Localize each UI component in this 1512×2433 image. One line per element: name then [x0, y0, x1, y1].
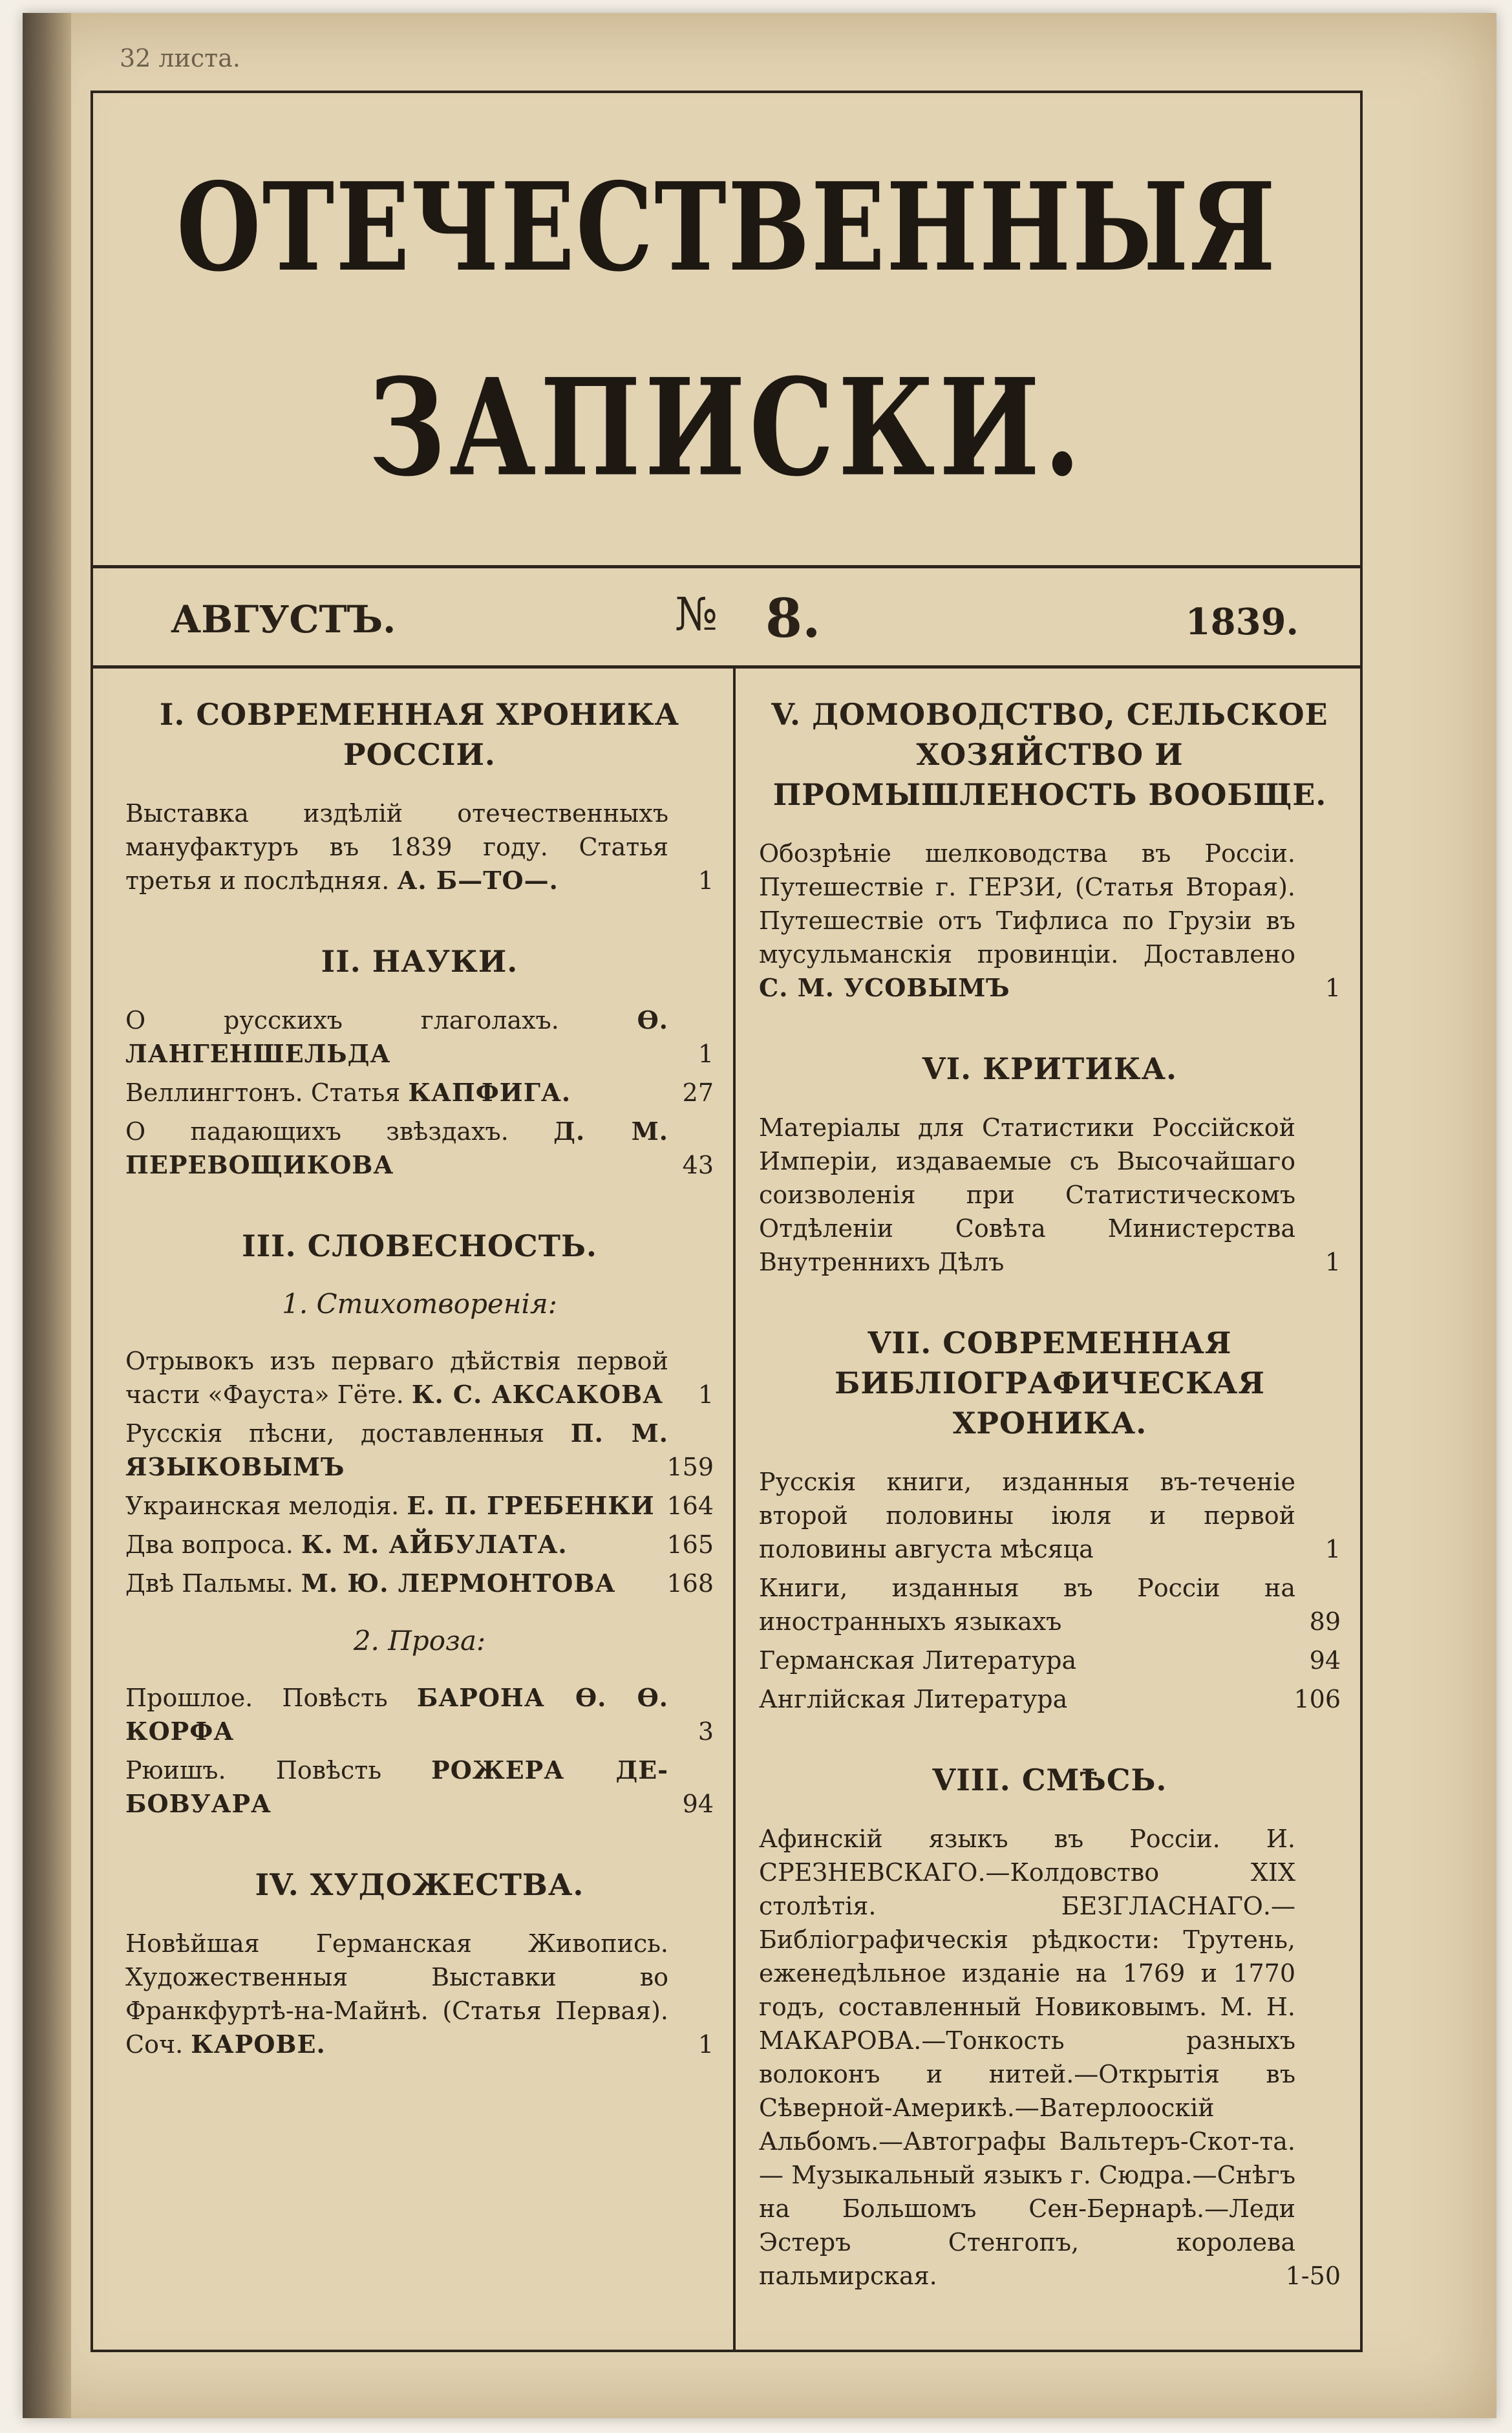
column-divider	[733, 669, 736, 2350]
section-spacer	[759, 1010, 1341, 1049]
entry-author: БАРОНА Ѳ. Ѳ. КОРФА	[125, 1683, 668, 1746]
section-heading: II. НАУКИ.	[321, 944, 518, 979]
section-spacer	[125, 903, 714, 941]
entry-page: 168	[666, 1569, 714, 1598]
toc-entry	[125, 1927, 714, 2061]
entry-author: Е. П. ГРЕБЕНКИ	[407, 1491, 655, 1520]
sheet-count-note: 32 листа.	[120, 44, 240, 72]
entry-title: Германская Литература	[759, 1646, 1077, 1675]
entry-title: Украинская мелодія.	[125, 1492, 407, 1520]
entry-title: Рюишъ. Повѣсть	[125, 1756, 432, 1785]
entry-page: 1	[1325, 1248, 1341, 1276]
entry-author: КАРОВЕ.	[191, 2030, 326, 2059]
issue-number-label: №	[675, 588, 718, 641]
section-spacer	[125, 1187, 714, 1226]
toc-entry	[125, 1076, 714, 1109]
issue-bar	[93, 568, 1360, 669]
toc-entry	[759, 1465, 1341, 1566]
toc-entry	[125, 1753, 714, 1821]
entry-title: О падающихъ звѣздахъ.	[125, 1117, 554, 1146]
entry-title: Новѣйшая Германская Живопись. Художественныя Выставки во Франкфуртѣ-на-Майнѣ. (Статья Первая). Соч.	[125, 1929, 668, 2059]
section-spacer	[759, 1284, 1341, 1323]
entry-title: Обозрѣніе шелководства въ Россіи. Путешествіе г. ГЕРЗИ, (Статья Вторая). Путешествіе отъ Тифлиса по Грузіи въ мусульманскія провинціи. Доставлено	[759, 839, 1295, 969]
entry-title: Отрывокъ изъ перваго дѣйствія первой части «Фауста» Гёте.	[125, 1347, 668, 1409]
toc-entry	[759, 1644, 1341, 1677]
subsection-spacer	[125, 1605, 714, 1625]
entry-author: КАПФИГА.	[408, 1078, 571, 1107]
section-heading: VII. СОВРЕМЕННАЯ БИБЛІОГРАФИЧЕСКАЯ ХРОНИКА.	[835, 1325, 1265, 1441]
entry-page: 165	[666, 1530, 714, 1559]
section-heading: VIII. СМѢСЬ.	[932, 1763, 1167, 1797]
masthead	[93, 93, 1360, 568]
entry-author: Ѳ. ЛАНГЕНШЕЛЬДА	[125, 1005, 668, 1068]
entry-page: 1	[697, 2030, 714, 2059]
entry-page: 27	[682, 1078, 714, 1107]
entry-title: Англійская Литература	[759, 1685, 1068, 1713]
section-spacer	[125, 1826, 714, 1865]
entry-author: П. М. ЯЗЫКОВЫМЪ	[125, 1419, 668, 1481]
toc-entry	[125, 1417, 714, 1484]
entry-title: Веллингтонъ. Статья	[125, 1078, 409, 1107]
entry-page: 1	[1325, 974, 1341, 1002]
entry-title: Два вопроса.	[125, 1530, 301, 1559]
section-heading: III. СЛОВЕСНОСТЬ.	[242, 1228, 597, 1263]
issue-month: АВГУСТЪ.	[171, 597, 396, 641]
toc-entry	[759, 1571, 1341, 1638]
entry-title: Афинскій языкъ въ Россіи. И. СРЕЗНЕВСКАГО.—Колдовство XIX столѣтія. БЕЗГЛАСНАГО.—Библіографическія рѣдкости: Трутень, еженедѣльное изданіе на 1769 и 1770 годъ, составленный Новиковымъ. М. Н. МАКАРОВА.—Тонкость разныхъ волоконъ и нитей.—Открытія въ Сѣверной-Америкѣ.—Ватерлооскій Альбомъ.—Автографы Вальтеръ-Скот-та. — Музыкальный языкъ г. Сюдра.—Снѣгъ на Большомъ Сен-Бернарѣ.—Леди Эстеръ Стенгопъ, королева пальмирская.	[759, 1825, 1295, 2290]
entry-author: К. С. АКСАКОВА	[411, 1380, 664, 1409]
toc-entry	[125, 1003, 714, 1071]
entry-page: 3	[697, 1717, 714, 1746]
toc-entry	[125, 1528, 714, 1561]
issue-number: 8.	[765, 588, 821, 650]
entry-author: К. М. АЙБУЛАТА.	[301, 1530, 568, 1559]
entry-page: 1	[697, 866, 714, 895]
entry-title: Книги, изданныя въ Россіи на иностранныхъ языкахъ	[759, 1574, 1295, 1636]
entry-title: О русскихъ глаголахъ.	[125, 1006, 637, 1034]
subsection-heading: 1. Стихотворенія:	[282, 1288, 557, 1320]
section-heading: V. ДОМОВОДСТВО, СЕЛЬСКОЕ ХОЗЯЙСТВО И ПРОМЫШЛЕНОСТЬ ВООБЩЕ.	[771, 697, 1328, 812]
toc-entry	[759, 1111, 1341, 1279]
entry-title: Русскія пѣсни, доставленныя	[125, 1419, 571, 1448]
title-page-frame	[91, 91, 1363, 2352]
entry-author: А. Б—ТО—.	[397, 866, 559, 895]
toc-entry	[125, 1115, 714, 1182]
entry-page: 94	[682, 1790, 714, 1818]
left-column	[125, 694, 714, 2066]
masthead-title-line-1: ОТЕЧЕСТВЕННЫЯ	[176, 156, 1277, 299]
masthead-title-line-2: ЗАПИСКИ.	[368, 348, 1085, 506]
section-heading: VI. КРИТИКА.	[922, 1051, 1178, 1086]
section-heading: IV. ХУДОЖЕСТВА.	[255, 1867, 584, 1902]
subsection-heading: 2. Проза:	[353, 1625, 486, 1656]
section-heading: I. СОВРЕМЕННАЯ ХРОНИКА РОССІИ.	[159, 697, 680, 772]
entry-page: 106	[1294, 1685, 1341, 1713]
entry-title: Двѣ Пальмы.	[125, 1569, 301, 1598]
right-column	[759, 694, 1341, 2298]
entry-author: С. М. УСОВЫМЪ	[759, 973, 1010, 1002]
toc-entry	[125, 1344, 714, 1411]
entry-title: Матеріалы для Статистики Россійской Имперіи, издаваемые съ Высочайшаго соизволенія при Статистическомъ Отдѣленіи Совѣта Министерства Внутреннихъ Дѣлъ	[759, 1113, 1295, 1276]
toc-entry	[125, 1681, 714, 1748]
toc-entry	[759, 1682, 1341, 1716]
entry-author: Д. М. ПЕРЕВОЩИКОВА	[125, 1117, 668, 1179]
entry-page: 89	[1309, 1607, 1341, 1636]
section-spacer	[759, 1721, 1341, 1760]
entry-page: 159	[666, 1453, 714, 1481]
entry-page: 1	[697, 1040, 714, 1068]
entry-page: 1	[697, 1380, 714, 1409]
entry-title: Русскія книги, изданныя въ-теченіе второй половины іюля и первой половины августа мѣсяца	[759, 1468, 1295, 1563]
entry-page: 94	[1309, 1646, 1341, 1675]
toc-entry	[759, 837, 1341, 1005]
page-paper	[23, 13, 1496, 2418]
toc-entry	[125, 1567, 714, 1600]
toc-entry	[759, 1822, 1341, 2293]
toc-entry	[125, 797, 714, 897]
book-spine-edge	[23, 13, 71, 2418]
entry-page: 1	[1325, 1535, 1341, 1563]
entry-title: Выставка издѣлій отечественныхъ мануфактуръ въ 1839 году. Статья третья и послѣдняя.	[125, 799, 668, 895]
entry-page: 43	[682, 1151, 714, 1179]
entry-author: РОЖЕРА ДЕ-БОВУАРА	[125, 1755, 668, 1818]
entry-page: 1-50	[1285, 2262, 1341, 2290]
entry-author: М. Ю. ЛЕРМОНТОВА	[301, 1569, 616, 1598]
issue-year: 1839.	[1185, 601, 1299, 643]
entry-title: Прошлое. Повѣсть	[125, 1684, 417, 1712]
toc-entry	[125, 1489, 714, 1523]
entry-page: 164	[666, 1492, 714, 1520]
